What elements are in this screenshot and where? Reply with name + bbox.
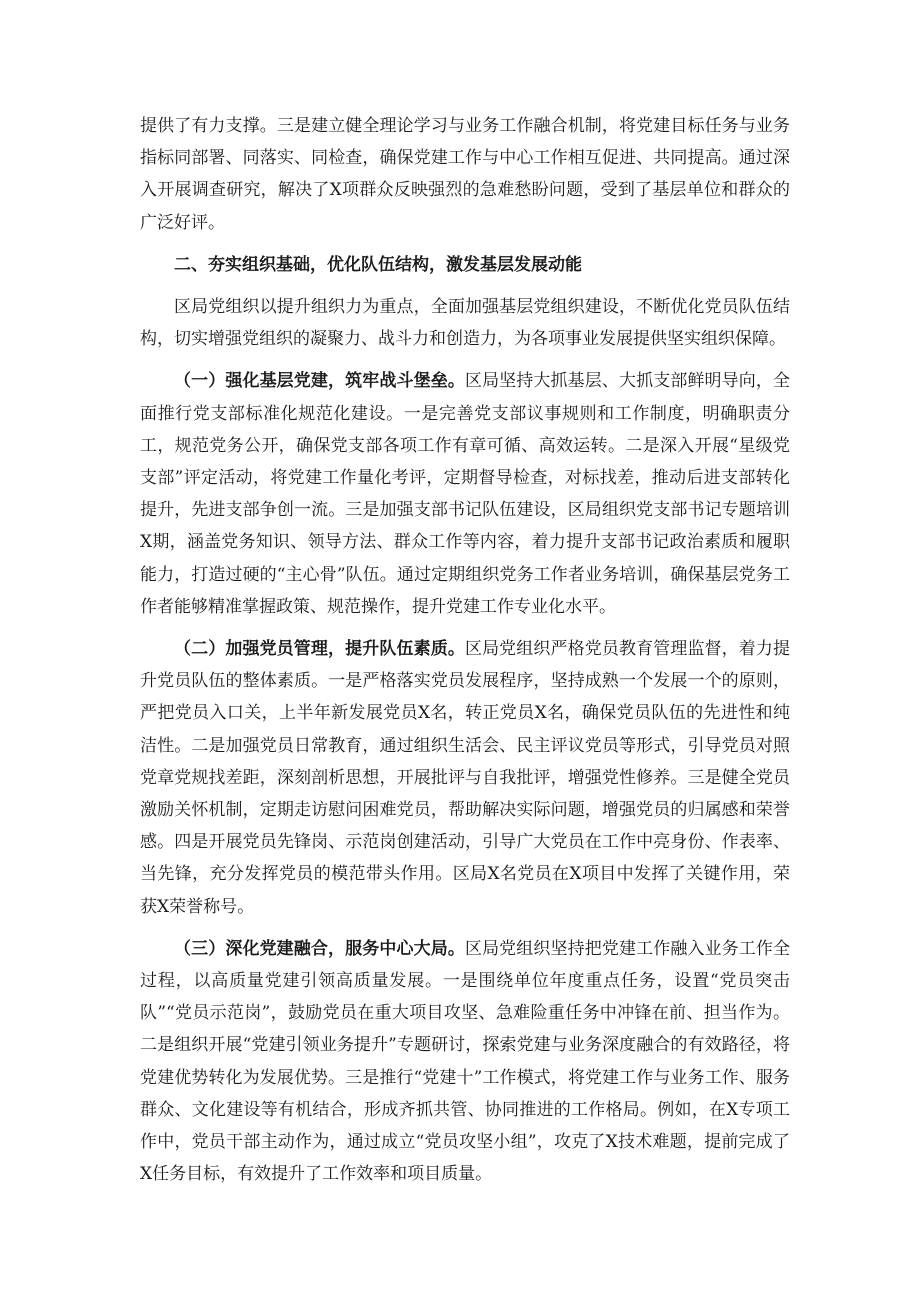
- document-page: [140, 110, 790, 1191]
- subsection-1-body: 区局坚持大抓基层、大抓支部鲜明导向，全面推行党支部标准化规范化建设。一是完善党支部议事规则和工作制度，明确职责分工，规范党务公开，确保党支部各项工作有章可循、高效运转。二是深入开展“星级党支部”评定活动，将党建工作量化考评，定期督导检查，对标找差，推动后进支部转化提升，先进支部争创一流。三是加强支部书记队伍建设，区局组织党支部书记专题培训X期，涵盖党务知识、领导方法、群众工作等内容，着力提升支部书记政治素质和履职能力，打造过硬的“主心骨”队伍。通过定期组织党务工作者业务培训，确保基层党务工作者能够精准掌握政策、规范操作，提升党建工作专业化水平。: [140, 371, 791, 617]
- paragraph-section-2-intro: 区局党组织以提升组织力为重点，全面加强基层党组织建设，不断优化党员队伍结构，切实增强党组织的凝聚力、战斗力和创造力，为各项事业发展提供坚实组织保障。: [140, 297, 790, 350]
- subsection-1-lead: （一）强化基层党建，筑牢战斗堡垒。: [174, 371, 465, 392]
- subsection-3-lead: （三）深化党建融合，服务中心大局。: [174, 938, 465, 959]
- paragraph-subsection-3: [140, 933, 790, 1191]
- subsection-3-body: 区局党组织坚持把党建工作融入业务工作全过程，以高质量党建引领高质量发展。一是围绕单位年度重点任务，设置“党员突击队”“党员示范岗”，鼓励党员在重大项目攻坚、急难险重任务中冲锋在前、担当作为。二是组织开展“党建引领业务提升”专题研讨，探索党建与业务深度融合的有效路径，将党建优势转化为发展优势。三是推行“党建十”工作模式，将党建工作与业务工作、服务群众、文化建设等有机结合，形成齐抓共管、协同推进的工作格局。例如，在X专项工作中，党员干部主动作为，通过成立“党员攻坚小组”，攻克了X技术难题，提前完成了X任务目标，有效提升了工作效率和项目质量。: [140, 938, 791, 1185]
- paragraph-subsection-1: [140, 365, 790, 623]
- subsection-2-lead: （二）加强党员管理，提升队伍素质。: [174, 639, 465, 660]
- paragraph-continuation: 提供了有力支撑。三是建立健全理论学习与业务工作融合机制，将党建目标任务与业务指标同部署、同落实、同检查，确保党建工作与中心工作相互促进、共同提高。通过深入开展调查研究，解决了X项群众反映强烈的急难愁盼问题，受到了基层单位和群众的广泛好评。: [140, 116, 790, 233]
- subsection-2-body: 区局党组织严格党员教育管理监督，着力提升党员队伍的整体素质。一是严格落实党员发展程序，坚持成熟一个发展一个的原则，严把党员入口关，上半年新发展党员X名，转正党员X名，确保党员队伍的先进性和纯洁性。二是加强党员日常教育，通过组织生活会、民主评议党员等形式，引导党员对照党章党规找差距，深刻剖析思想，开展批评与自我批评，增强党性修养。三是健全党员激励关怀机制，定期走访慰问困难党员，帮助解决实际问题，增强党员的归属感和荣誉感。四是开展党员先锋岗、示范岗创建活动，引导广大党员在工作中亮身份、作表率、当先锋，充分发挥党员的模范带头作用。区局X名党员在X项目中发挥了关键作用，荣获X荣誉称号。: [140, 639, 791, 917]
- paragraph-subsection-2: [140, 633, 790, 923]
- section-heading-2: 二、夯实组织基础，优化队伍结构，激发基层发展动能: [174, 254, 582, 275]
